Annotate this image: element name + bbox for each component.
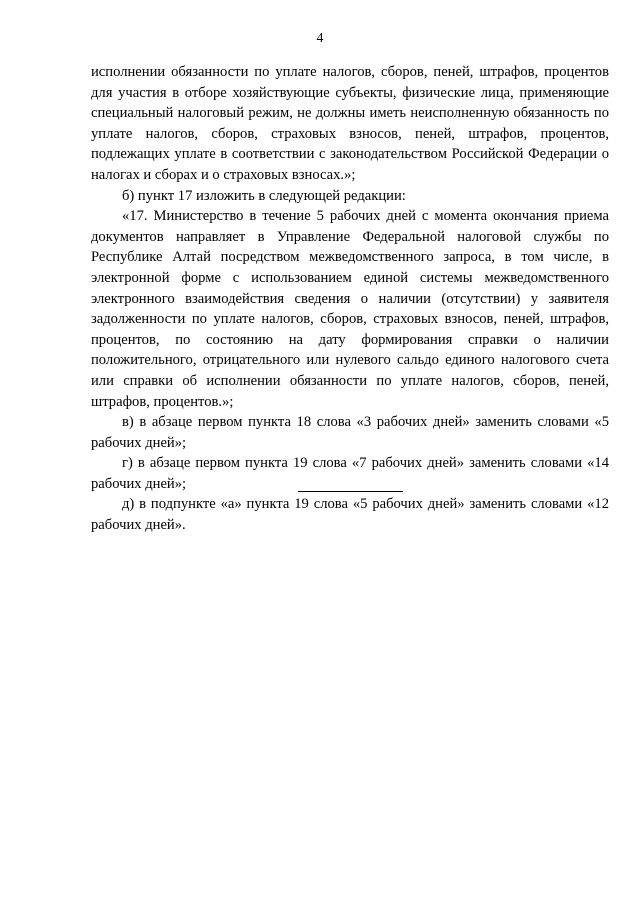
paragraph-continuation: исполнении обязанности по уплате налогов, сборов, пеней, штрафов, процентов для участия в отборе хозяйствующие субъекты, физические лица, применяющие специальный налоговый режим, не должны иметь неисполненную обязанность по уплате налогов, сборов, страховых взносов, пеней, штрафов, процентов, подлежащих уплате в соответствии с законодательством Российской Федерации о налогах и сборах и о страховых взносах.»;: [91, 64, 609, 183]
paragraph-item-g: г) в абзаце первом пункта 19 слова «7 рабочих дней» заменить словами «14 рабочих дней»;: [91, 455, 609, 492]
paragraph-point-17: «17. Министерство в течение 5 рабочих дней с момента окончания приема документов направляет в Управление Федеральной налоговой службы по Республике Алтай посредством межведомственного запроса, в том числе, в электронной форме с использованием единой системы межведомственного электронного взаимодействия сведения о наличии (отсутствии) у заявителя задолженности по уплате налогов, сборов, страховых взносов, пеней, штрафов, процентов, по состоянию на дату формирования справки о наличии положительного, отрицательного или нулевого сальдо единого налогового счета или справки об исполнении обязанности по уплате налогов, сборов, пеней, штрафов, процентов.»;: [91, 208, 609, 410]
end-separator-line: [298, 491, 403, 492]
document-body: [91, 62, 609, 536]
paragraph-item-v: в) в абзаце первом пункта 18 слова «3 рабочих дней» заменить словами «5 рабочих дней»;: [91, 414, 609, 451]
paragraph-item-d: д) в подпункте «а» пункта 19 слова «5 рабочих дней» заменить словами «12 рабочих дней».: [91, 496, 609, 534]
paragraph-item-b: б) пункт 17 изложить в следующей редакции:: [122, 187, 406, 204]
page-number: 4: [316, 30, 324, 45]
